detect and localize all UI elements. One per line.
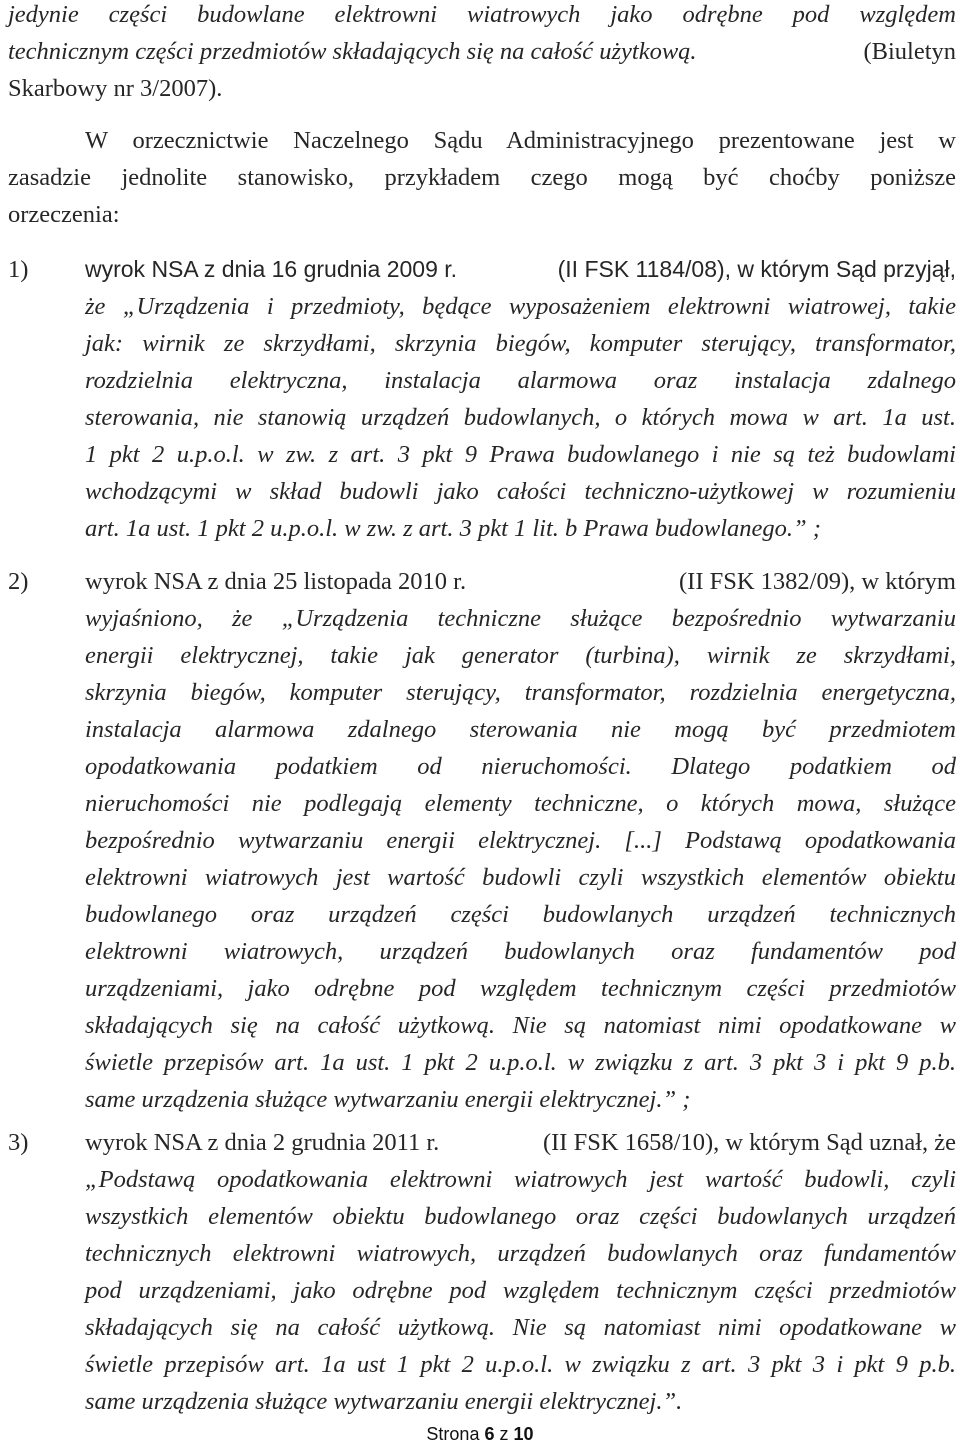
list-item xyxy=(8,251,956,547)
quote-line: nieruchomości nie podlegają elementy techniczne, o których mowa, służące xyxy=(85,790,956,817)
quote-line: instalacja alarmowa zdalnego sterowania nie mogą być przedmiotem xyxy=(85,716,956,743)
quote-line: energii elektrycznej, takie jak generator (turbina), wirnik ze skrzydłami, xyxy=(85,642,956,669)
quote-line: bezpośrednio wytwarzaniu energii elektrycznej. [...] Podstawą opodatkowania xyxy=(85,827,956,854)
quote-line: składających się na całość użytkową. Nie są natomiast nimi opodatkowane w xyxy=(85,1314,956,1341)
quote-line: budowlanego oraz urządzeń części budowlanych urządzeń technicznych xyxy=(85,901,956,928)
footer-page-number: 6 xyxy=(484,1424,495,1444)
quote-line: urządzeniami, jako odrębne pod względem technicznym części przedmiotów xyxy=(85,975,956,1002)
quote-line: świetle przepisów art. 1a ust 1 pkt 2 u.p.o.l. w związku z art. 3 pkt 3 i pkt 9 p.b. xyxy=(85,1351,956,1378)
quote-line: sterowania, nie stanowią urządzeń budowlanych, o których mowa w art. 1a ust. xyxy=(85,404,956,431)
quote-line: same urządzenia służące wytwarzaniu energii elektrycznej.”. xyxy=(85,1388,683,1415)
quote-line: technicznych elektrowni wiatrowych, urządzeń budowlanych oraz fundamentów xyxy=(85,1240,956,1267)
quote-line: że „Urządzenia i przedmioty, będące wyposażeniem elektrowni wiatrowej, takie xyxy=(85,293,956,320)
quote-line: świetle przepisów art. 1a ust. 1 pkt 2 u.p.o.l. w związku z art. 3 pkt 3 i pkt 9 p.b. xyxy=(85,1049,956,1076)
page-footer xyxy=(0,1424,960,1445)
quote-line: wchodzącymi w skład budowli jako całości techniczno-użytkowej w rozumieniu xyxy=(85,478,956,505)
paragraph-line: W orzecznictwie Naczelnego Sądu Administracyjnego prezentowane jest w xyxy=(85,127,956,154)
quote-line: same urządzenia służące wytwarzaniu energii elektrycznej.” ; xyxy=(85,1086,691,1113)
quote-line: wyjaśniono, że „Urządzenia techniczne służące bezpośrednio wytwarzaniu xyxy=(85,605,956,632)
quote-line: 1 pkt 2 u.p.o.l. w zw. z art. 3 pkt 9 Prawa budowlanego i nie są też budowlami xyxy=(85,441,956,468)
quote-line: elektrowni wiatrowych, urządzeń budowlanych oraz fundamentów pod xyxy=(85,938,956,965)
list-item-heading: wyrok NSA z dnia 25 listopada 2010 r. (II FSK 1382/09), w którym xyxy=(85,568,956,595)
list-number: 3) xyxy=(8,1129,29,1156)
intro-line: technicznym części przedmiotów składających się na całość użytkową. (Biuletyn xyxy=(8,38,956,65)
footer-separator: z xyxy=(499,1424,509,1444)
quote-line: pod urządzeniami, jako odrębne pod względem technicznym części przedmiotów xyxy=(85,1277,956,1304)
quote-line: rozdzielnia elektryczna, instalacja alarmowa oraz instalacja zdalnego xyxy=(85,367,956,394)
list-number: 1) xyxy=(8,256,29,283)
list-number: 2) xyxy=(8,568,29,595)
paragraph xyxy=(8,122,956,233)
intro-line: Skarbowy nr 3/2007). xyxy=(8,75,223,102)
list-item-heading: wyrok NSA z dnia 16 grudnia 2009 r. (II FSK 1184/08), w którym Sąd przyjął, xyxy=(85,256,956,282)
list-item xyxy=(8,563,956,1118)
quote-line: jak: wirnik ze skrzydłami, skrzynia biegów, komputer sterujący, transformator, xyxy=(85,330,956,357)
quote-line: opodatkowania podatkiem od nieruchomości. Dlatego podatkiem od xyxy=(85,753,956,780)
quote-line: „Podstawą opodatkowania elektrowni wiatrowych jest wartość budowli, czyli xyxy=(85,1166,956,1193)
footer-page-total: 10 xyxy=(513,1424,534,1444)
list-item-heading: wyrok NSA z dnia 2 grudnia 2011 r. (II FSK 1658/10), w którym Sąd uznał, że xyxy=(85,1129,956,1156)
intro-line: jedynie części budowlane elektrowni wiatrowych jako odrębne pod względem xyxy=(8,1,956,28)
list-item xyxy=(8,1124,956,1420)
quote-line: składających się na całość użytkową. Nie są natomiast nimi opodatkowane w xyxy=(85,1012,956,1039)
quote-line: wszystkich elementów obiektu budowlanego oraz części budowlanych urządzeń xyxy=(85,1203,956,1230)
footer-prefix: Strona xyxy=(426,1424,480,1444)
quote-line: art. 1a ust. 1 pkt 2 u.p.o.l. w zw. z art. 3 pkt 1 lit. b Prawa budowlanego.” ; xyxy=(85,515,821,542)
paragraph-line: orzeczenia: xyxy=(8,201,120,228)
paragraph-line: zasadzie jednolite stanowisko, przykładem czego mogą być choćby poniższe xyxy=(8,164,956,191)
intro-block xyxy=(8,0,956,107)
quote-line: skrzynia biegów, komputer sterujący, transformator, rozdzielnia energetyczna, xyxy=(85,679,956,706)
quote-line: elektrowni wiatrowych jest wartość budowli czyli wszystkich elementów obiektu xyxy=(85,864,956,891)
